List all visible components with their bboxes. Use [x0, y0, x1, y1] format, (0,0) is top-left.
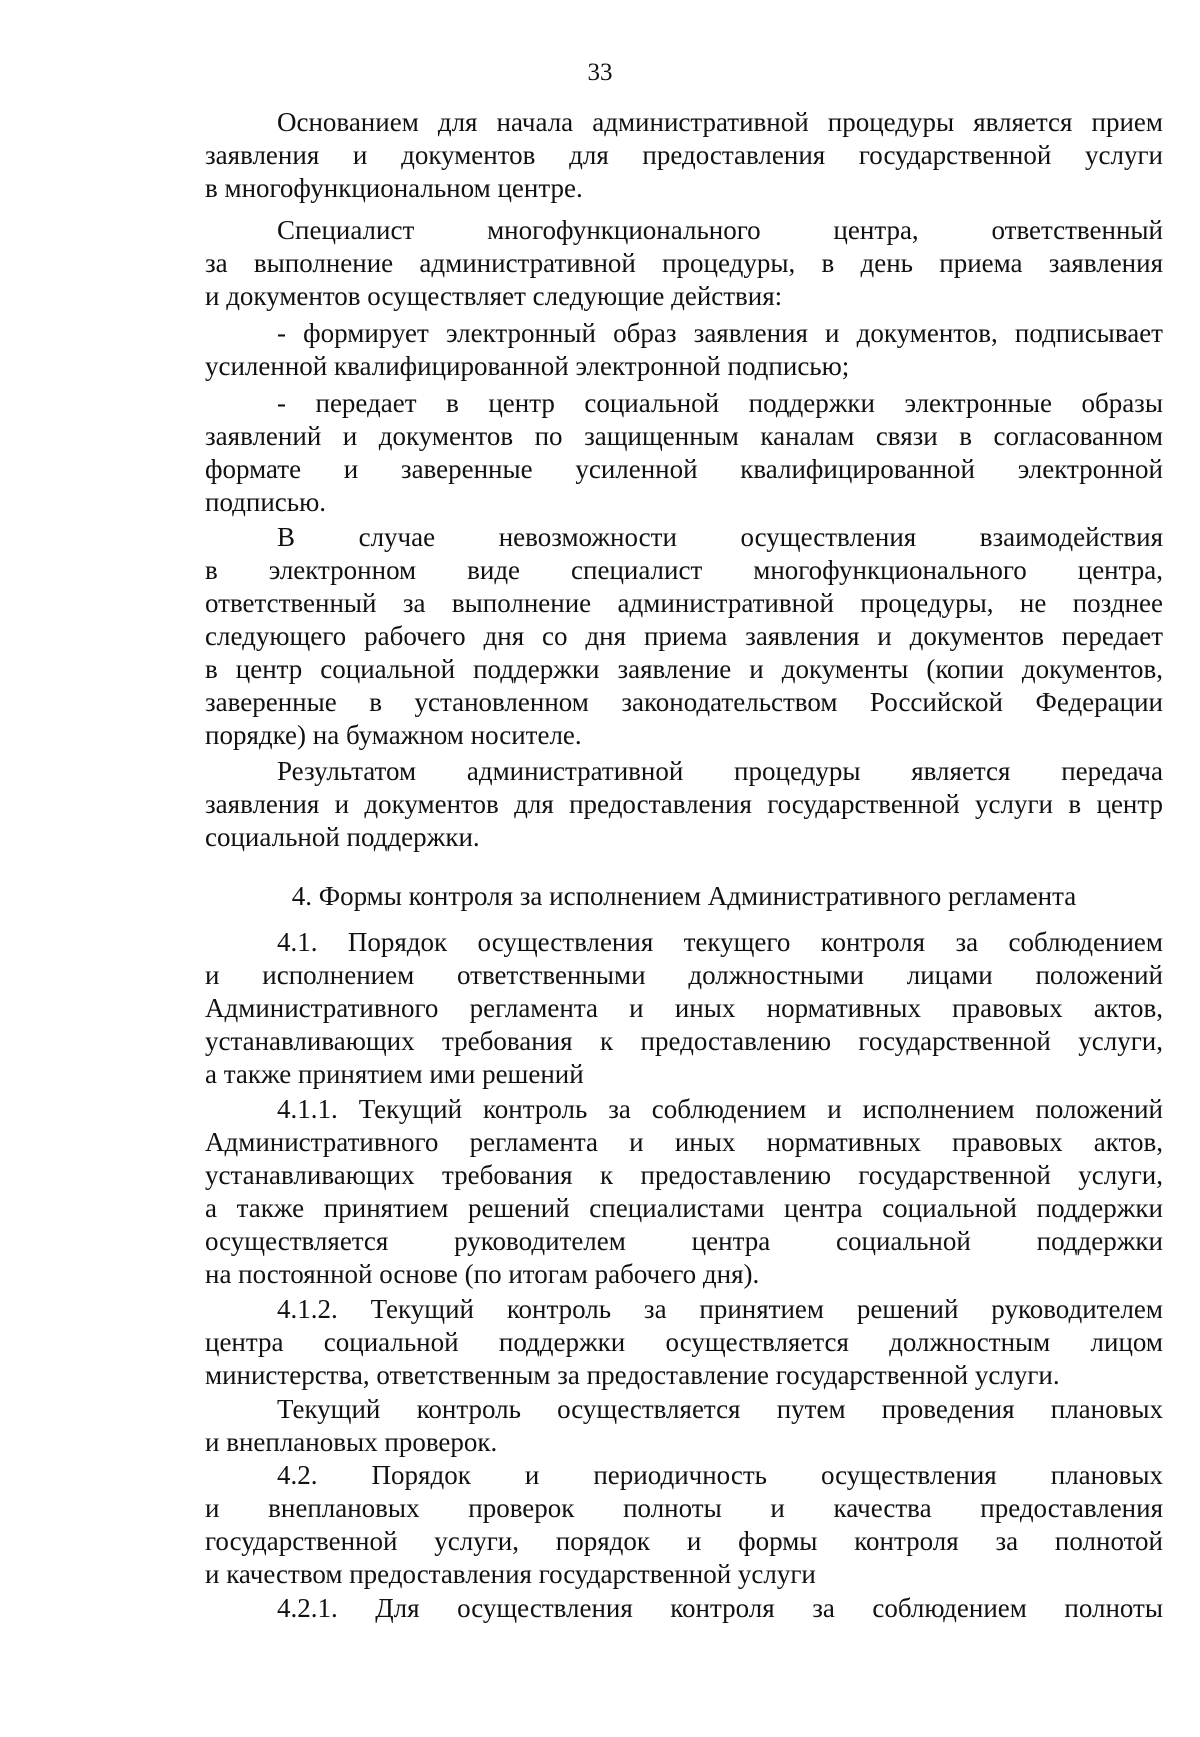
text-line: Текущий контроль осуществляется путем проведения плановых	[277, 1394, 1163, 1424]
text-line: и внеплановых проверок.	[205, 1427, 498, 1457]
text-line: В случае невозможности осуществления взаимодействия	[277, 522, 1163, 552]
text-line: социальной поддержки.	[205, 822, 480, 852]
text-line: 4.1. Порядок осуществления текущего контроля за соблюдением	[277, 927, 1163, 957]
text-line: 4.1.2. Текущий контроль за принятием решений руководителем	[277, 1294, 1163, 1324]
text-line: в электронном виде специалист многофункционального центра,	[205, 555, 1163, 585]
text-line: центра социальной поддержки осуществляется должностным лицом	[205, 1327, 1163, 1357]
text-line: ответственный за выполнение административной процедуры, не позднее	[205, 588, 1163, 618]
text-line: за выполнение административной процедуры, в день приема заявления	[205, 248, 1163, 278]
text-line: и качеством предоставления государственной услуги	[205, 1559, 816, 1589]
text-line: устанавливающих требования к предоставлению государственной услуги,	[205, 1160, 1163, 1190]
text-line: заявления и документов для предоставления государственной услуги	[205, 140, 1163, 170]
text-line: Основанием для начала административной процедуры является прием	[277, 107, 1163, 137]
text-line: усиленной квалифицированной электронной подписью;	[205, 351, 850, 381]
text-line: осуществляется руководителем центра социальной поддержки	[205, 1226, 1163, 1256]
text-line: на постоянной основе (по итогам рабочего дня).	[205, 1259, 760, 1289]
text-line: 4.2. Порядок и периодичность осуществления плановых	[277, 1460, 1163, 1490]
text-line: государственной услуги, порядок и формы контроля за полнотой	[205, 1526, 1163, 1556]
text-line: министерства, ответственным за предоставление государственной услуги.	[205, 1360, 1060, 1390]
text-line: заявлений и документов по защищенным каналам связи в согласованном	[205, 421, 1163, 451]
text-line: и документов осуществляет следующие действия:	[205, 281, 783, 311]
text-line: Административного регламента и иных нормативных правовых актов,	[205, 1127, 1163, 1157]
text-line: заявления и документов для предоставления государственной услуги в центр	[205, 789, 1163, 819]
text-line: и внеплановых проверок полноты и качества предоставления	[205, 1493, 1163, 1523]
page-number: 33	[587, 59, 613, 86]
text-line: Административного регламента и иных нормативных правовых актов,	[205, 993, 1163, 1023]
text-line: а также принятием решений специалистами центра социальной поддержки	[205, 1193, 1163, 1223]
text-line: устанавливающих требования к предоставлению государственной услуги,	[205, 1026, 1163, 1056]
text-line: Результатом административной процедуры является передача	[277, 756, 1163, 786]
text-line: 4.2.1. Для осуществления контроля за соблюдением полноты	[277, 1593, 1163, 1623]
text-line: порядке) на бумажном носителе.	[205, 720, 582, 750]
text-line: а также принятием ими решений	[205, 1059, 584, 1089]
section-title: 4. Формы контроля за исполнением Административного регламента	[291, 881, 1077, 911]
text-line: в центр социальной поддержки заявление и документы (копии документов,	[205, 654, 1163, 684]
text-line: - передает в центр социальной поддержки электронные образы	[277, 388, 1163, 418]
text-line: следующего рабочего дня со дня приема заявления и документов передает	[205, 621, 1163, 651]
text-line: и исполнением ответственными должностными лицами положений	[205, 960, 1163, 990]
text-line: 4.1.1. Текущий контроль за соблюдением и исполнением положений	[277, 1094, 1163, 1124]
text-line: формате и заверенные усиленной квалифицированной электронной	[205, 454, 1163, 484]
text-line: Специалист многофункционального центра, ответственный	[277, 215, 1163, 245]
text-line: в многофункциональном центре.	[205, 173, 583, 203]
text-line: - формирует электронный образ заявления и документов, подписывает	[277, 318, 1163, 348]
text-line: подписью.	[205, 487, 327, 517]
text-line: заверенные в установленном законодательством Российской Федерации	[205, 687, 1163, 717]
